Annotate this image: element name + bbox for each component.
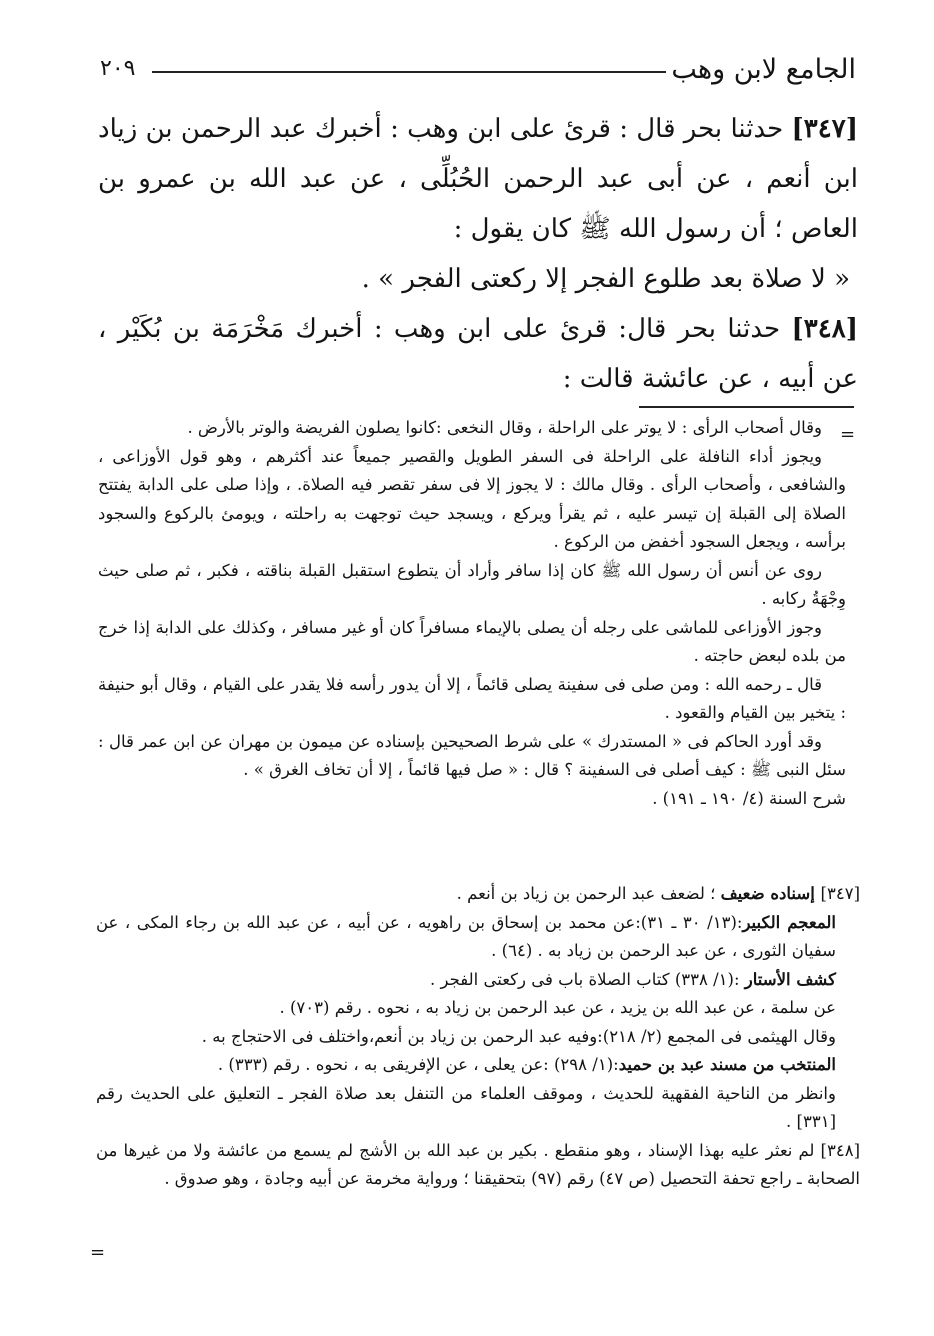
source-title: المنتخب من مسند عبد بن حميد xyxy=(618,1055,836,1074)
footnote-commentary xyxy=(98,414,846,813)
ref-text: :(١/ ٢٩٨) :عن يعلى ، عن الإفريقى به ، نحوه . رقم (٣٣٣) . xyxy=(217,1055,619,1074)
note-source: شرح السنة (٤/ ١٩٠ ـ ١٩١) . xyxy=(652,788,846,808)
note-paragraph: ويجوز أداء النافلة على الراحلة فى السفر الطويل والقصير جميعاً عند أكثرهم ، وهو قول الأوزاعى ، والشافعى ، وأصحاب الرأى . وقال مالك : لا يجوز إلا فى سفر تقصر فيه الصلاة. ، وإذا صلى على الدابة يفتتح الصلاة إلى القبلة إن تيسر عليه ، ثم يقرأ ويركع ، ويسجد حيث توجهت به راحلته ، ويومئ بالركوع والسجود برأسه ، ويجعل السجود أخفض من الركوع . xyxy=(98,446,846,551)
note-paragraph: وقال أصحاب الرأى : لا يوتر على الراحلة ، وقال النخعى :كانوا يصلون الفريضة والوتر بالأرض . xyxy=(187,418,822,437)
ref-kashf-chain: عن سلمة ، عن عبد الله بن يزيد ، عن عبد الرحمن بن زياد به ، نحوه . رقم (٧٠٣) . xyxy=(279,998,836,1017)
note-paragraph: وقد أورد الحاكم فى « المستدرك » على شرط الصحيحين بإسناده عن ميمون بن مهران عن ابن عمر قال : سئل النبى ﷺ : كيف أصلى فى السفينة ؟ قال : « صل فيها قائماً ، إلا أن تخاف الغرق » . xyxy=(98,731,846,779)
hadith-347 xyxy=(98,104,858,254)
ref-number: [٣٤٨] xyxy=(820,1140,860,1160)
note-paragraph: وجوز الأوزاعى للماشى على رجله أن يصلى بالإيماء مسافراً كان أو غير مسافر ، وكذلك على الدابة إذا خرج من بلده لبعض حاجته . xyxy=(98,617,846,665)
ref-muntakhab xyxy=(96,1051,860,1080)
continuation-mark-bottom: = xyxy=(90,1242,106,1263)
hadith-347-text: « لا صلاة بعد طلوع الفجر إلا ركعتى الفجر » . xyxy=(361,264,850,294)
book-title: الجامع لابن وهب xyxy=(671,54,856,85)
note-paragraph: قال ـ رحمه الله : ومن صلى فى سفينة يصلى قائماً ، إلا أن يدور رأسه فلا يقدر على القيام ، وقال أبو حنيفة : يتخير بين القيام والقعود . xyxy=(98,674,846,722)
note-paragraph: روى عن أنس أن رسول الله ﷺ كان إذا سافر وأراد أن يتطوع استقبل القبلة بناقته ، فكبر ، ثم صلى حيث وِجْهَةُ ركابه . xyxy=(98,560,846,608)
takhrij-notes xyxy=(96,880,860,1194)
ref-number: [٣٤٧] xyxy=(820,884,860,903)
ref-text: :(١/ ٣٣٨) كتاب الصلاة باب فى ركعتى الفجر . xyxy=(430,969,745,989)
ref-haythami: وقال الهيثمى فى المجمع (٢/ ٢١٨):وفيه عبد الرحمن بن زياد بن أنعم،واختلف فى الاحتجاج به . xyxy=(201,1026,836,1046)
ref-see-also: وانظر من الناحية الفقهية للحديث ، وموقف العلماء من التنفل بعد صلاة الفجر ـ التعليق على الحديث رقم [٣٣١] . xyxy=(96,1083,836,1131)
footnote-separator xyxy=(639,406,854,408)
hadith-348 xyxy=(98,304,858,404)
ref-text: لم نعثر عليه بهذا الإسناد ، وهو منقطع . بكير بن عبد الله بن الأشج لم يسمع من عائشة ولا من غيرها من الصحابة ـ راجع تحفة التحصيل (ص ٤٧) رقم (٩٧) بتحقيقنا ؛ ورواية مخرمة عن أبيه وجادة ، وهو صدوق . xyxy=(96,1140,860,1188)
ref-kashf xyxy=(96,966,860,995)
hadith-chain: حدثنا بحر قال: قرئ على ابن وهب : أخبرك مَخْرَمَة بن بُكَيْر ، عن أبيه ، عن عائشة قالت : xyxy=(98,314,858,394)
ref-text: :(١٣/ ٣٠ ـ ٣١):عن محمد بن إسحاق بن راهويه ، عن أبيه ، عن عبد الله بن رجاء المكى ، عن سفيان الثورى ، عن عبد الرحمن بن زياد به . (٦٤) . xyxy=(96,912,836,960)
continuation-mark-top: = xyxy=(840,424,856,445)
hadith-number: [٣٤٧] xyxy=(791,114,858,144)
ref-347 xyxy=(96,880,860,909)
ref-348 xyxy=(96,1137,860,1194)
running-header xyxy=(100,50,856,90)
main-text xyxy=(98,104,858,404)
source-title: المعجم الكبير xyxy=(742,912,836,932)
ref-mujam xyxy=(96,909,860,966)
ref-text: ؛ لضعف عبد الرحمن بن زياد بن أنعم . xyxy=(456,884,721,903)
page-number: ٢٠٩ xyxy=(100,56,136,81)
header-rule xyxy=(152,71,666,73)
ref-grade: إسناده ضعيف xyxy=(720,884,821,903)
hadith-chain: حدثنا بحر قال : قرئ على ابن وهب : أخبرك عبد الرحمن بن زياد ابن أنعم ، عن أبى عبد الرحمن الحُبُلِّى ، عن عبد الله بن عمرو بن العاص ؛ أن رسول الله ﷺ كان يقول : xyxy=(98,114,859,244)
hadith-number: [٣٤٨] xyxy=(791,314,858,344)
source-title: كشف الأستار xyxy=(744,969,836,989)
